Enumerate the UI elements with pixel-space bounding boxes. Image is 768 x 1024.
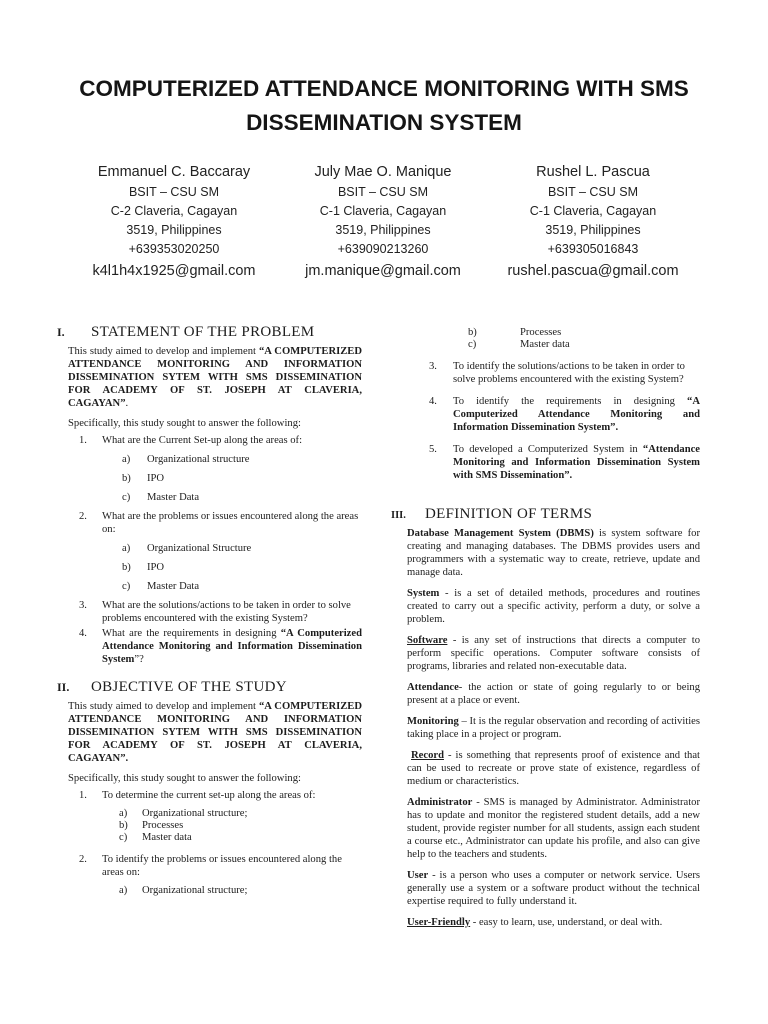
sub-item: b) IPO <box>122 562 165 573</box>
section-number: II. <box>57 680 70 694</box>
item-text: To identify the problems or issues encountered along the areas on: <box>102 854 342 878</box>
term-definition: - SMS is managed by Administrator. Administrator has to update and monitor the registered student details, add a new student, provide register number for all students, assign each student a course etc., Administrator can update his profile, and also can give help to the teachers and students. <box>407 797 700 860</box>
section-heading-terms <box>391 508 700 522</box>
term-dbms <box>407 527 700 579</box>
term-record <box>407 749 700 788</box>
section-title: OBJECTIVE OF THE STUDY <box>91 679 287 695</box>
author-phone: +639090213260 <box>337 242 429 256</box>
term-definition: - easy to learn, use, understand, or deal with. <box>470 917 663 928</box>
section-title: DEFINITION OF TERMS <box>425 506 593 522</box>
item-bold: “Attendance Monitoring and Information Dissemination System with SMS Dissemination”. <box>453 444 700 481</box>
author-address-1: C-1 Claveria, Cagayan <box>529 204 657 218</box>
term-system <box>407 587 700 626</box>
sub-item: b) IPO <box>122 473 165 484</box>
objective-intro <box>68 700 362 765</box>
section-number: I. <box>57 325 65 339</box>
paper-title <box>0 72 768 140</box>
author-phone: +639305016843 <box>547 242 639 256</box>
author-address-2: 3519, Philippines <box>335 223 431 237</box>
author-email: rushel.pascua@gmail.com <box>507 263 679 279</box>
problem-item-3 <box>57 599 362 625</box>
term-definition: - the action or state of going regularly to or being present at a place or event. <box>407 682 700 706</box>
item-text: To identify the requirements in designing <box>453 396 688 407</box>
section-title: STATEMENT OF THE PROBLEM <box>91 324 315 340</box>
author-address-1: C-1 Claveria, Cagayan <box>319 204 447 218</box>
author-name: Emmanuel C. Baccaray <box>97 164 251 180</box>
author-address-1: C-2 Claveria, Cagayan <box>110 204 238 218</box>
item-number: 3. <box>79 600 87 611</box>
sub-item: c) Master data <box>119 832 192 843</box>
sub-item: b) Processes <box>468 327 562 338</box>
sub-item: a) Organizational structure; <box>119 885 248 896</box>
section-heading-objective <box>57 681 362 694</box>
author-block-2 <box>268 161 498 282</box>
problem-item-1 <box>57 434 362 447</box>
objective-specific: Specifically, this study sought to answer the following: <box>68 773 301 784</box>
author-email: k4l1h4x1925@gmail.com <box>92 263 256 279</box>
term-label: Database Management System (DBMS) <box>407 528 594 539</box>
term-label: System <box>407 588 440 599</box>
term-software <box>407 634 700 673</box>
sub-item: a) Organizational structure <box>122 454 250 465</box>
item-text: What are the problems or issues encountered along the areas on: <box>102 511 359 535</box>
objective-item-5 <box>391 443 700 482</box>
item-number: 4. <box>79 628 87 639</box>
author-name: Rushel L. Pascua <box>536 164 650 180</box>
term-administrator <box>407 796 700 861</box>
term-label: User <box>407 870 429 881</box>
sub-item: b) Processes <box>119 820 184 831</box>
item-number: 5. <box>429 444 437 455</box>
author-course: BSIT – CSU SM <box>547 185 639 199</box>
sub-item: c) Master Data <box>122 492 200 503</box>
intro-end: . <box>125 398 129 409</box>
term-definition: - is a set of detailed methods, procedures and routines created to carry out a specific activity, perform a duty, or solve a problem. <box>407 588 700 625</box>
title-line-2: DISSEMINATION SYSTEM <box>246 110 522 135</box>
study-title: “A COMPUTERIZED ATTENDANCE MONITORING AND INFORMATION DISSEMINATION SYTEM WITH SMS DISSEMINATION FOR ACADEMY OF ST. JOSEPH AT CLAVERIA, CAGAYAN”. <box>68 701 362 764</box>
sub-item: a) Organizational structure; <box>119 808 248 819</box>
author-phone: +639353020250 <box>128 242 220 256</box>
term-definition: is system software for creating and managing databases. The DBMS provides users and programmers with a systematic way to create, retrieve, update and manage data. <box>407 528 700 578</box>
problem-specific: Specifically, this study sought to answer the following: <box>68 418 301 429</box>
author-block-3 <box>478 161 708 282</box>
term-definition: - is any set of instructions that directs a computer to perform specific operations. Computer software consists of programs, libraries and related non-executable data. <box>407 635 700 672</box>
term-user <box>407 869 700 908</box>
terms-list <box>391 527 700 929</box>
objective-item-2 <box>57 853 362 879</box>
author-email: jm.manique@gmail.com <box>305 263 461 279</box>
author-address-2: 3519, Philippines <box>545 223 641 237</box>
sub-item: c) Master data <box>468 339 570 350</box>
term-label: Software <box>407 635 448 646</box>
item-number: 3. <box>429 361 437 372</box>
author-course: BSIT – CSU SM <box>337 185 429 199</box>
item-number: 2. <box>79 854 87 865</box>
item-text: What are the Current Set-up along the areas of: <box>102 435 303 446</box>
item-text: To identify the solutions/actions to be taken in order to solve problems encountered with the existing System? <box>453 361 685 385</box>
title-line-1: COMPUTERIZED ATTENDANCE MONITORING WITH SMS <box>79 76 689 101</box>
problem-item-4: 4. What are the requirements in designing “A Computerized Attendance Monitoring and Information Dissemination System”? <box>79 628 362 665</box>
item-bold: “A Computerized Attendance Monitoring and Information Dissemination System <box>102 628 362 665</box>
author-address-2: 3519, Philippines <box>126 223 222 237</box>
term-user-friendly <box>407 916 700 929</box>
right-column <box>391 327 700 929</box>
section-heading-problem <box>57 326 362 339</box>
item-bold: “A Computerized Attendance Monitoring and Information Dissemination System”. <box>453 396 700 433</box>
intro-text: This study aimed to develop and implement <box>68 346 259 357</box>
term-monitoring <box>407 715 700 741</box>
term-definition: – It is the regular observation and recording of activities taking place in a project or program. <box>407 716 700 740</box>
term-label: Administrator <box>407 797 473 808</box>
term-label: User-Friendly <box>407 917 471 928</box>
term-label: Record <box>411 750 444 761</box>
item-number: 4. <box>429 396 437 407</box>
item-text: What are the requirements in designing <box>102 628 281 639</box>
intro-text: This study aimed to develop and implement <box>68 701 259 712</box>
item-text: To developed a Computerized System in <box>453 444 643 455</box>
term-definition: - is something that represents proof of existence and that can be used to recreate or prove state of existence, regardless of medium or characteristics. <box>407 750 700 787</box>
item-text: What are the solutions/actions to be taken in order to solve problems encountered with the existing System? <box>102 600 351 624</box>
item-number: 2. <box>79 511 87 522</box>
item-text: To determine the current set-up along the areas of: <box>102 790 316 801</box>
study-title: “A COMPUTERIZED ATTENDANCE MONITORING AND INFORMATION DISSEMINATION SYTEM WITH SMS DISSEMINATION FOR ACADEMY OF ST. JOSEPH AT CLAVERIA, CAGAYAN” <box>68 346 362 409</box>
item-number: 1. <box>79 435 87 446</box>
objective-item-1 <box>57 789 362 802</box>
author-name: July Mae O. Manique <box>314 164 452 180</box>
term-label: Monitoring <box>407 716 459 727</box>
term-definition: - is a person who uses a computer or network service. Users generally use a system or a software product without the technical expertise required to fully understand it. <box>407 870 700 907</box>
section-number: III. <box>391 510 406 521</box>
sub-item: c) Master Data <box>122 581 200 592</box>
left-column <box>57 326 362 897</box>
author-course: BSIT – CSU SM <box>128 185 220 199</box>
author-block-1 <box>59 161 289 282</box>
objective-item-4 <box>391 395 700 434</box>
term-label: Attendance <box>407 682 459 693</box>
problem-item-2 <box>57 510 362 536</box>
item-number: 1. <box>79 790 87 801</box>
sub-item: a) Organizational Structure <box>122 543 252 554</box>
problem-intro <box>68 345 362 410</box>
term-attendance <box>407 681 700 707</box>
objective-item-3 <box>391 360 700 386</box>
